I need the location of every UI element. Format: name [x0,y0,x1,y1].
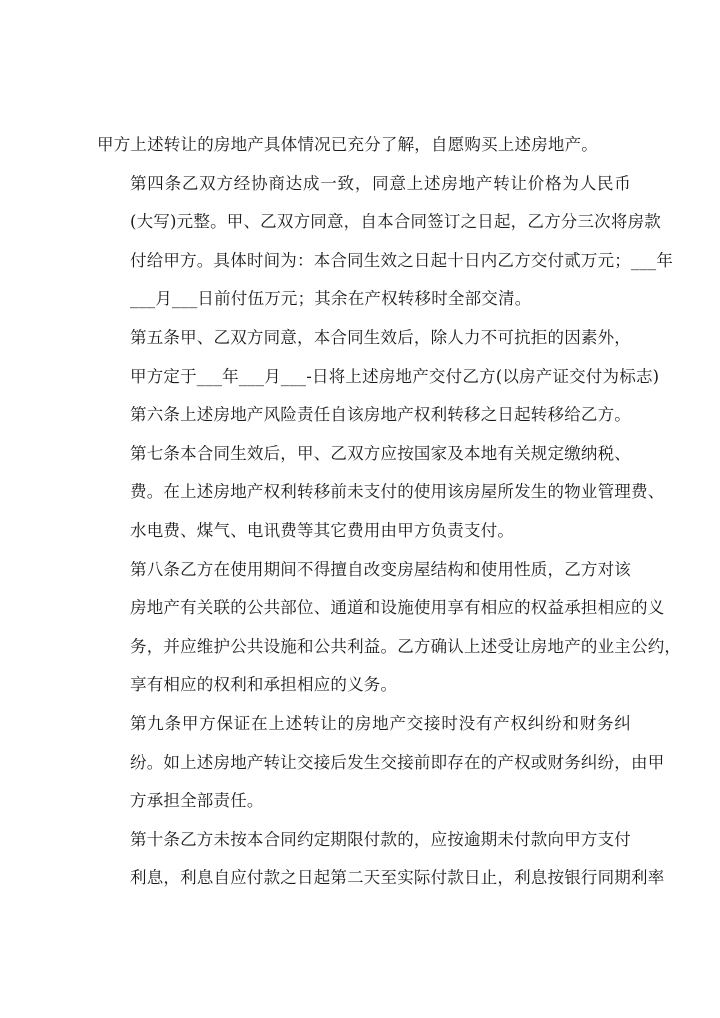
contract-body [97,126,682,898]
contract-paragraph [97,821,665,898]
contract-paragraph [97,396,631,435]
text-line: 第五条甲、乙双方同意，本合同生效后，除人力不可抗拒的因素外， [130,327,631,347]
contract-paragraph [97,319,660,396]
contract-paragraph [97,126,631,165]
text-line: 第十条乙方未按本合同约定期限付款的，应按逾期未付款向甲方支付 [130,829,631,849]
text-line: 房地产有关联的公共部位、通道和设施使用享有相应的权益承担相应的义 [130,598,665,618]
text-line: 第八条乙方在使用期间不得擅自改变房屋结构和使用性质，乙方对该 [130,559,631,579]
text-line: 第四条乙双方经协商达成一致，同意上述房地产转让价格为人民币 [130,173,631,193]
text-line: 甲方上述转让的房地产具体情况已充分了解，自愿购买上述房地产。 [97,135,598,154]
text-line: 费。在上述房地产权利转移前未支付的使用该房屋所发生的物业管理费、 [130,482,665,502]
contract-paragraph [97,705,665,821]
text-line: 纷。如上述房地产转让交接后发生交接前即存在的产权或财务纠纷，由甲 [130,752,665,772]
text-line: 水电费、煤气、电讯费等其它费用由甲方负责支付。 [130,520,515,540]
text-line: 第七条本合同生效后，甲、乙双方应按国家及本地有关规定缴纳税、 [130,443,631,463]
text-line: (大写)元整。甲、乙双方同意，自本合同签订之日起，乙方分三次将房款 [130,212,661,232]
document-page [97,126,682,898]
text-line: 方承担全部责任。 [130,791,264,811]
text-line: 务，并应维护公共设施和公共利益。乙方确认上述受让房地产的业主公约， [130,636,682,656]
text-line: 付给甲方。具体时间为：本合同生效之日起十日内乙方交付贰万元；___年 [130,250,674,270]
text-line: 第九条甲方保证在上述转让的房地产交接时没有产权纠纷和财务纠 [130,713,631,733]
contract-paragraph [97,165,674,319]
text-line: ___月___日前付伍万元；其余在产权转移时全部交清。 [130,289,532,309]
contract-paragraph [97,435,665,551]
contract-paragraph [97,551,682,705]
text-line: 利息，利息自应付款之日起第二天至实际付款日止，利息按银行同期利率 [130,868,665,888]
text-line: 第六条上述房地产风险责任自该房地产权利转移之日起转移给乙方。 [130,405,631,425]
text-line: 甲方定于___年___月___-日将上述房地产交付乙方(以房产证交付为标志) [130,366,660,386]
text-line: 享有相应的权利和承担相应的义务。 [130,675,398,695]
